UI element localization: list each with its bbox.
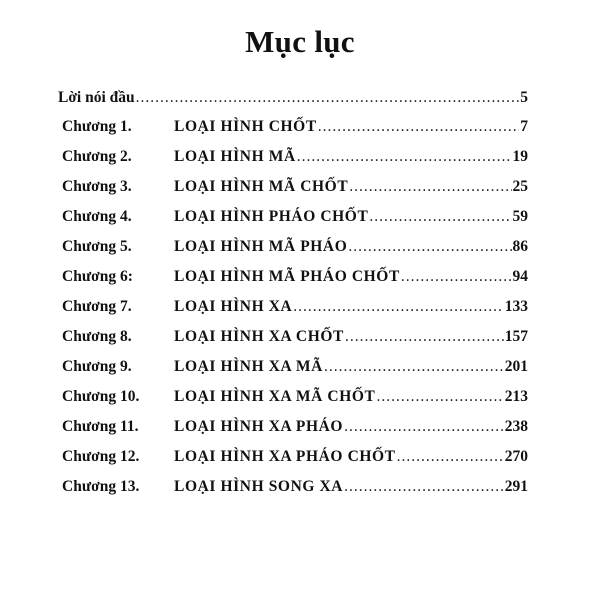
dot-leader <box>401 265 512 289</box>
chapter-number: Chương 12. <box>62 448 140 465</box>
toc-page-number: 7 <box>520 118 528 135</box>
toc-page-number: 5 <box>520 89 528 106</box>
toc-entry-title: LOẠI HÌNH MÃ CHỐT <box>174 178 349 195</box>
dot-leader <box>293 295 503 319</box>
toc-entry-title: LOẠI HÌNH CHỐT <box>174 118 317 135</box>
toc-entry-title: LOẠI HÌNH PHÁO CHỐT <box>174 208 369 225</box>
toc-entry-title: LOẠI HÌNH SONG XA <box>174 478 344 495</box>
dot-leader <box>136 86 520 110</box>
chapter-number: Chương 9. <box>62 358 132 375</box>
dot-leader <box>397 445 504 469</box>
chapter-number: Chương 4. <box>62 208 132 225</box>
toc-entry-title: LOẠI HÌNH XA <box>174 298 293 315</box>
toc-page-number: 213 <box>504 388 528 405</box>
toc-page-number: 94 <box>512 268 528 285</box>
toc-entry <box>58 385 528 409</box>
toc-entry <box>58 295 528 319</box>
toc-entry-title: LOẠI HÌNH XA PHÁO <box>174 418 344 435</box>
toc-page-number: 201 <box>504 358 528 375</box>
chapter-number: Chương 6: <box>62 268 133 285</box>
toc-entry-preface <box>58 86 528 110</box>
toc-entry <box>58 355 528 379</box>
chapter-number: Chương 5. <box>62 238 132 255</box>
chapter-number: Chương 10. <box>62 388 140 405</box>
dot-leader <box>344 415 504 439</box>
chapter-number: Chương 2. <box>62 148 132 165</box>
dot-leader <box>318 115 519 139</box>
toc-entry-title: LOẠI HÌNH MÃ <box>174 148 296 165</box>
toc-entry <box>58 145 528 169</box>
toc-page-number: 238 <box>504 418 528 435</box>
toc-entry-title: Lời nói đầu <box>58 89 135 106</box>
toc-entry-title: LOẠI HÌNH MÃ PHÁO <box>174 238 348 255</box>
toc-page-number: 157 <box>504 328 528 345</box>
dot-leader <box>344 475 504 499</box>
dot-leader <box>345 325 504 349</box>
toc-entry <box>58 205 528 229</box>
toc-entry <box>58 175 528 199</box>
chapter-number: Chương 8. <box>62 328 132 345</box>
dot-leader <box>376 385 503 409</box>
toc-page-number: 25 <box>512 178 528 195</box>
toc-entry <box>58 265 528 289</box>
dot-leader <box>324 355 504 379</box>
toc-entry-title: LOẠI HÌNH XA CHỐT <box>174 328 344 345</box>
dot-leader <box>297 145 512 169</box>
toc-page-number: 291 <box>504 478 528 495</box>
toc-entry <box>58 235 528 259</box>
toc-page-number: 19 <box>512 148 528 165</box>
chapter-number: Chương 1. <box>62 118 132 135</box>
toc-entry-title: LOẠI HÌNH XA PHÁO CHỐT <box>174 448 396 465</box>
toc-entry-title: LOẠI HÌNH XA MÃ <box>174 358 323 375</box>
toc-entry <box>58 475 528 499</box>
chapter-number: Chương 3. <box>62 178 132 195</box>
toc-entry-title: LOẠI HÌNH MÃ PHÁO CHỐT <box>174 268 400 285</box>
toc-page-number: 86 <box>512 238 528 255</box>
toc-entry <box>58 115 528 139</box>
chapter-number: Chương 7. <box>62 298 132 315</box>
toc-entry <box>58 445 528 469</box>
chapter-number: Chương 11. <box>62 418 139 435</box>
dot-leader <box>369 205 511 229</box>
dot-leader <box>348 235 511 259</box>
toc-page-number: 270 <box>504 448 528 465</box>
dot-leader <box>349 175 511 199</box>
toc-page-number: 59 <box>512 208 528 225</box>
page-title: Mục lục <box>245 24 355 59</box>
toc-entry <box>58 325 528 349</box>
chapter-number: Chương 13. <box>62 478 140 495</box>
toc-entry-title: LOẠI HÌNH XA MÃ CHỐT <box>174 388 376 405</box>
toc-entry <box>58 415 528 439</box>
toc-page-number: 133 <box>504 298 528 315</box>
